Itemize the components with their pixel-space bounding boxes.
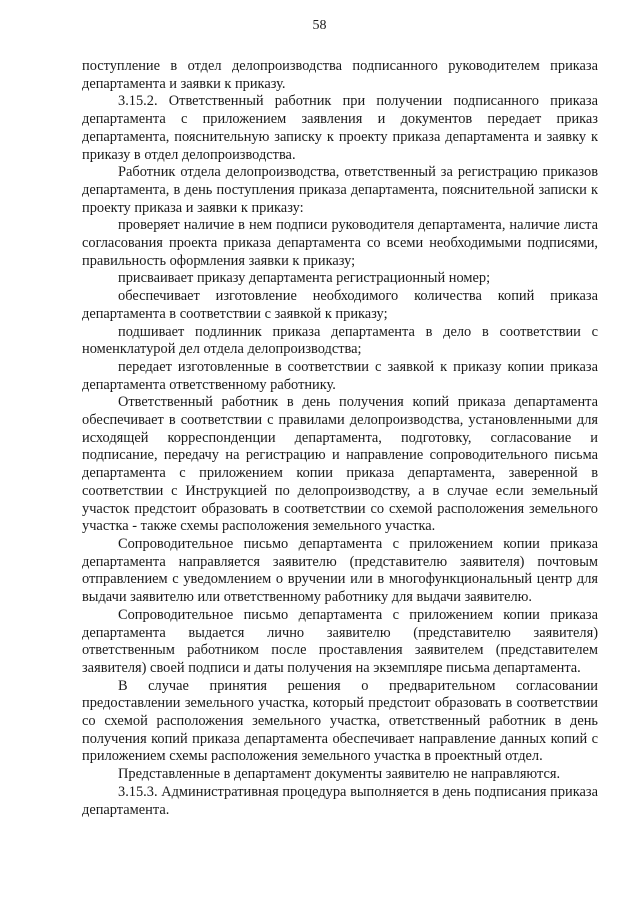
- paragraph-3-15-2: 3.15.2. Ответственный работник при получении подписанного приказа департамента с приложением заявления и документов передает приказ департамента, пояснительную записку к проекту приказа департамента и заявку к приказу в отдел делопроизводства.: [82, 93, 598, 163]
- paragraph-documents-not-returned: Представленные в департамент документы заявителю не направляются.: [118, 766, 561, 783]
- paragraph-cover-letter-preparation: Ответственный работник в день получения копий приказа департамента обеспечивает в соответствии с правилами делопроизводства, установленными для исходящей корреспонденции департамента, подготовку, согласование и подписание, передачу на регистрацию и направление сопроводительного письма департамента с приложением копии приказа департамента, заверенной в соответствии с Инструкцией по делопроизводству, а в случае если земельный участок предстоит образовать в соответствии со схемой расположения земельного участка - также схемы расположения земельного участка.: [82, 394, 598, 535]
- list-item-transfers-copies: передает изготовленные в соответствии с заявкой к приказу копии приказа департамента ответственному работнику.: [82, 358, 598, 393]
- paragraph-3-15-3: 3.15.3. Административная процедура выполняется в день подписания приказа департамента.: [82, 783, 598, 818]
- document-body: [82, 58, 598, 819]
- page-number: 58: [312, 18, 327, 33]
- list-item-files-original: подшивает подлинник приказа департамента в дело в соответствии с номенклатурой дел отдела делопроизводства;: [82, 323, 598, 358]
- paragraph-registrar-duties: Работник отдела делопроизводства, ответственный за регистрацию приказов департамента, в день поступления приказа департамента, пояснительной записки к проекту приказа и заявки к приказу:: [82, 164, 598, 216]
- paragraph-letter-sending: Сопроводительное письмо департамента с приложением копии приказа департамента направляется заявителю (представителю заявителя) почтовым отправлением с уведомлением о вручении или в многофункциональный центр для выдачи заявителю или ответственному работнику для выдачи заявителю.: [82, 535, 598, 606]
- list-item-makes-copies: обеспечивает изготовление необходимого количества копий приказа департамента в соответствии с заявкой к приказу;: [82, 288, 598, 322]
- paragraph-project-department: В случае принятия решения о предварительном согласовании предоставлении земельного участка, который предстоит образовать в соответствии со схемой расположения земельного участка, ответственный работник в день получения копий приказа департамента обеспечивает направление данных копий с приложением схемы расположения земельного участка в проектный отдел.: [82, 677, 598, 765]
- paragraph-letter-personal-delivery: Сопроводительное письмо департамента с приложением копии приказа департамента выдается лично заявителю (представителю заявителя) ответственным работником после проставления заявителем (представителем заявителя) своей подписи и даты получения на экземпляре письма департамента.: [82, 606, 598, 676]
- paragraph-continuation: поступление в отдел делопроизводства подписанного руководителем приказа департамента и заявки к приказу.: [82, 58, 598, 92]
- list-item-assigns-number: присваивает приказу департамента регистрационный номер;: [118, 270, 491, 287]
- list-item-checks-signature: проверяет наличие в нем подписи руководителя департамента, наличие листа согласования проекта приказа департамента со всеми необходимыми подписями, правильность оформления заявки к приказу;: [82, 217, 598, 269]
